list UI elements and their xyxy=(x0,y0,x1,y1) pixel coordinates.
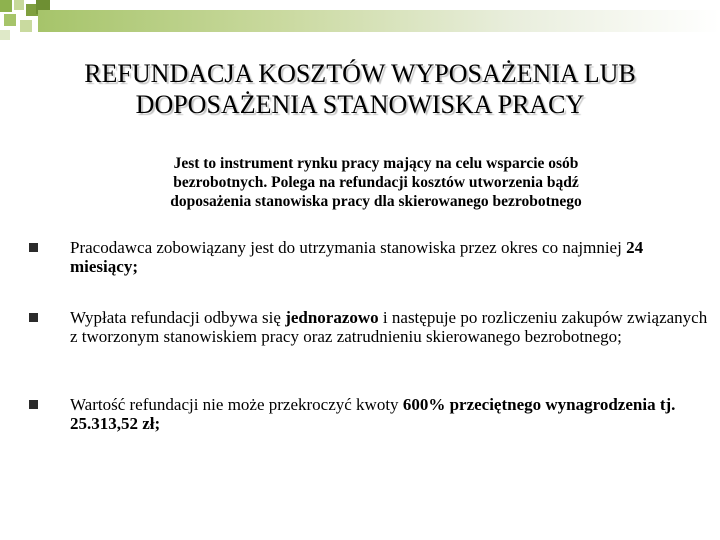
bullet-3-text: Wartość refundacji nie może przekroczyć kwoty xyxy=(70,395,403,414)
intro-text xyxy=(96,154,656,211)
square-bullet-icon xyxy=(29,243,38,252)
bullet-3-bold: 600% przeciętnego wynagrodzenia tj. 25.313,52 zł; xyxy=(70,395,676,433)
square-bullet-icon xyxy=(29,313,38,322)
decor-square-1 xyxy=(0,0,12,12)
bullet-2-text-b: i następuje po rozliczeniu zakupów związanych z tworzonym stanowiskiem pracy oraz zatrudnieniu skierowanego bezrobotnego; xyxy=(70,308,708,346)
bullet-1-bold: 24 miesiący; xyxy=(70,238,644,276)
header-gradient-bar xyxy=(38,10,720,32)
decor-square-4 xyxy=(4,14,16,26)
intro-line-1: Jest to instrument rynku pracy mający na celu wsparcie osób xyxy=(173,155,579,172)
intro-line-2: bezrobotnych. Polega na refundacji kosztów utworzenia bądź xyxy=(173,174,579,191)
decor-square-5 xyxy=(20,20,32,32)
bullet-item-1 xyxy=(26,238,710,276)
slide-title xyxy=(40,58,680,120)
title-line-1: REFUNDACJA KOSZTÓW WYPOSAŻENIA LUB xyxy=(84,59,636,88)
intro-line-3: doposażenia stanowiska pracy dla skierowanego bezrobotnego xyxy=(170,193,582,210)
bullet-2-text-a: Wypłata refundacji odbywa się xyxy=(70,308,286,327)
bullet-item-3 xyxy=(26,395,710,433)
bullet-1-text: Pracodawca zobowiązany jest do utrzymania stanowiska przez okres co najmniej xyxy=(70,238,627,257)
bullet-2-bold: jednorazowo xyxy=(285,308,379,327)
title-line-2: DOPOSAŻENIA STANOWISKA PRACY xyxy=(135,90,585,119)
decor-square-2 xyxy=(14,0,24,10)
square-bullet-icon xyxy=(29,400,38,409)
bullet-item-2 xyxy=(26,308,710,346)
decor-square-7 xyxy=(0,30,10,40)
